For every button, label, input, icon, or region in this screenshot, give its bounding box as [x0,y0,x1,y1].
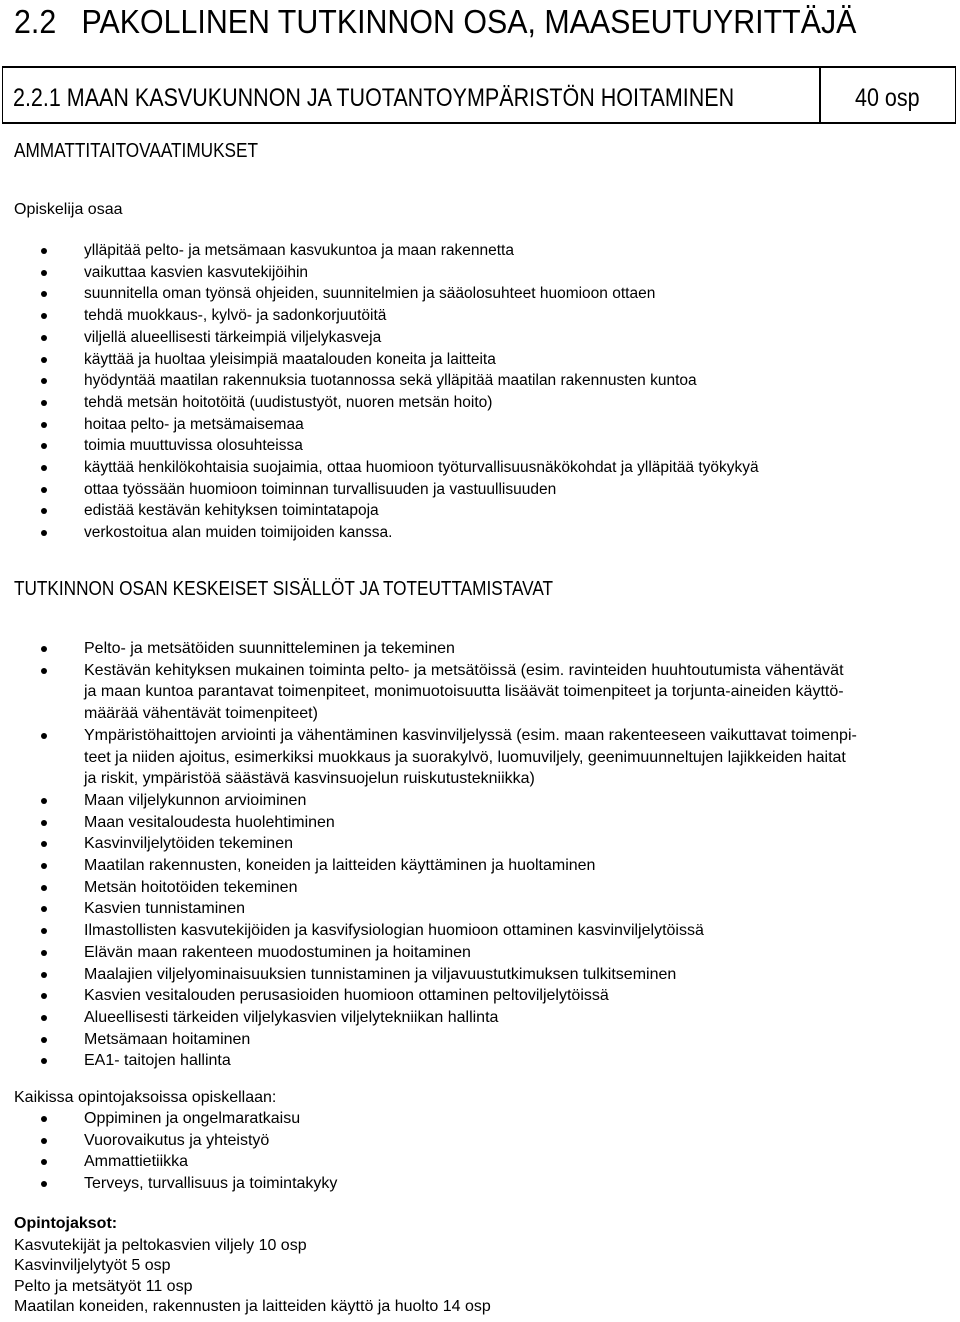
list-item: Ympäristöhaittojen arviointi ja vähentäminen kasvinviljelyssä (esim. maan rakenteeseen vaikuttavat toimenpi- [0,725,857,747]
list-item: Metsän hoitotöiden tekeminen [0,877,857,899]
requirements-heading: AMMATTITAITOVAATIMUKSET [14,140,258,162]
contents-heading: TUTKINNON OSAN KESKEISET SISÄLLÖT JA TOTEUTTAMISTAVAT [14,578,554,600]
list-item: käyttää ja huoltaa yleisimpiä maatalouden koneita ja laitteita [0,349,759,371]
list-item: Maalajien viljelyominaisuuksien tunnistaminen ja viljavuustutkimuksen tulkitseminen [0,964,857,986]
list-item: edistää kestävän kehityksen toimintatapoja [0,500,759,522]
all-courses-list [0,1108,337,1195]
study-periods-heading: Opintojaksot: [14,1215,118,1232]
main-title: 2.2 PAKOLLINEN TUTKINNON OSA, MAASEUTUYRITTÄJÄ [14,3,857,40]
unit-header-table [2,66,956,124]
study-period-item: Maatilan koneiden, rakennusten ja laitteiden käyttö ja huolto 14 osp [14,1298,491,1315]
list-item: hyödyntää maatilan rakennuksia tuotannossa sekä ylläpitää maatilan rakennusten kuntoa [0,370,759,392]
list-item: Maan vesitaloudesta huolehtiminen [0,812,857,834]
list-item: Alueellisesti tärkeiden viljelykasvien viljelytekniikan hallinta [0,1007,857,1029]
list-item: vaikuttaa kasvien kasvutekijöihin [0,262,759,284]
list-item: Oppiminen ja ongelmaratkaisu [0,1108,337,1130]
unit-credits: 40 osp [855,84,920,112]
list-item: käyttää henkilökohtaisia suojaimia, ottaa huomioon työturvallisuusnäkökohdat ja ylläpitää työkykyä [0,457,759,479]
list-item: ylläpitää pelto- ja metsämaan kasvukuntoa ja maan rakennetta [0,240,759,262]
list-item: Ammattietiikka [0,1151,337,1173]
list-item: Kasvien vesitalouden perusasioiden huomioon ottaminen peltoviljelytöissä [0,985,857,1007]
list-item: Kasvien tunnistaminen [0,898,857,920]
list-item: Metsämaan hoitaminen [0,1029,857,1051]
table-divider [819,68,821,122]
list-item: Pelto- ja metsätöiden suunnitteleminen ja tekeminen [0,638,857,660]
list-item: Ilmastollisten kasvutekijöiden ja kasvifysiologian huomioon ottaminen kasvinviljelytöissä [0,920,857,942]
list-item: Elävän maan rakenteen muodostuminen ja hoitaminen [0,942,857,964]
study-period-item: Kasvutekijät ja peltokasvien viljely 10 osp [14,1237,307,1254]
list-item-continued: ja maan kuntoa parantavat toimenpiteet, monimuotoisuutta lisäävät toimenpiteet ja torjunta-aineiden käyttö- [84,683,844,701]
list-item: Kasvinviljelytöiden tekeminen [0,833,857,855]
list-item: suunnitella oman työnsä ohjeiden, suunnitelmien ja sääolosuhteet huomioon ottaen [0,283,759,305]
list-item: Maan viljelykunnon arvioiminen [0,790,857,812]
list-item: verkostoitua alan muiden toimijoiden kanssa. [0,522,759,544]
requirements-list [0,240,759,544]
list-item: Maatilan rakennusten, koneiden ja laitteiden käyttäminen ja huoltaminen [0,855,857,877]
study-period-item: Kasvinviljelytyöt 5 osp [14,1257,171,1274]
list-item: Vuorovaikutus ja yhteistyö [0,1130,337,1152]
list-item-continued: määrää vähentävät toimenpiteet) [84,705,318,723]
list-item-continued: ja riskit, ympäristöä säästävä kasvinsuojelun ruiskutustekniikka) [84,770,535,788]
study-period-item: Pelto ja metsätyöt 11 osp [14,1278,193,1295]
list-item: Kestävän kehityksen mukainen toiminta pelto- ja metsätöissä (esim. ravinteiden huuhtoutumista vähentävät [0,660,857,682]
list-item: EA1- taitojen hallinta [0,1050,857,1072]
contents-list [0,638,857,1072]
list-item: tehdä muokkaus-, kylvö- ja sadonkorjuutöitä [0,305,759,327]
list-item: hoitaa pelto- ja metsämaisemaa [0,414,759,436]
list-item: tehdä metsän hoitotöitä (uudistustyöt, nuoren metsän hoito) [0,392,759,414]
list-item: Terveys, turvallisuus ja toimintakyky [0,1173,337,1195]
list-item-continued: teet ja niiden ajoitus, esimerkiksi muokkaus ja suorakylvö, luomuviljely, geenimuunneltujen lajikkeiden haitat [84,748,846,766]
list-item: toimia muuttuvissa olosuhteissa [0,435,759,457]
all-courses-intro: Kaikissa opintojaksoissa opiskellaan: [14,1089,277,1106]
unit-name: 2.2.1 MAAN KASVUKUNNON JA TUOTANTOYMPÄRISTÖN HOITAMINEN [13,84,735,112]
student-intro: Opiskelija osaa [14,201,123,218]
list-item: viljellä alueellisesti tärkeimpiä viljelykasveja [0,327,759,349]
list-item: ottaa työssään huomioon toiminnan turvallisuuden ja vastuullisuuden [0,479,759,501]
